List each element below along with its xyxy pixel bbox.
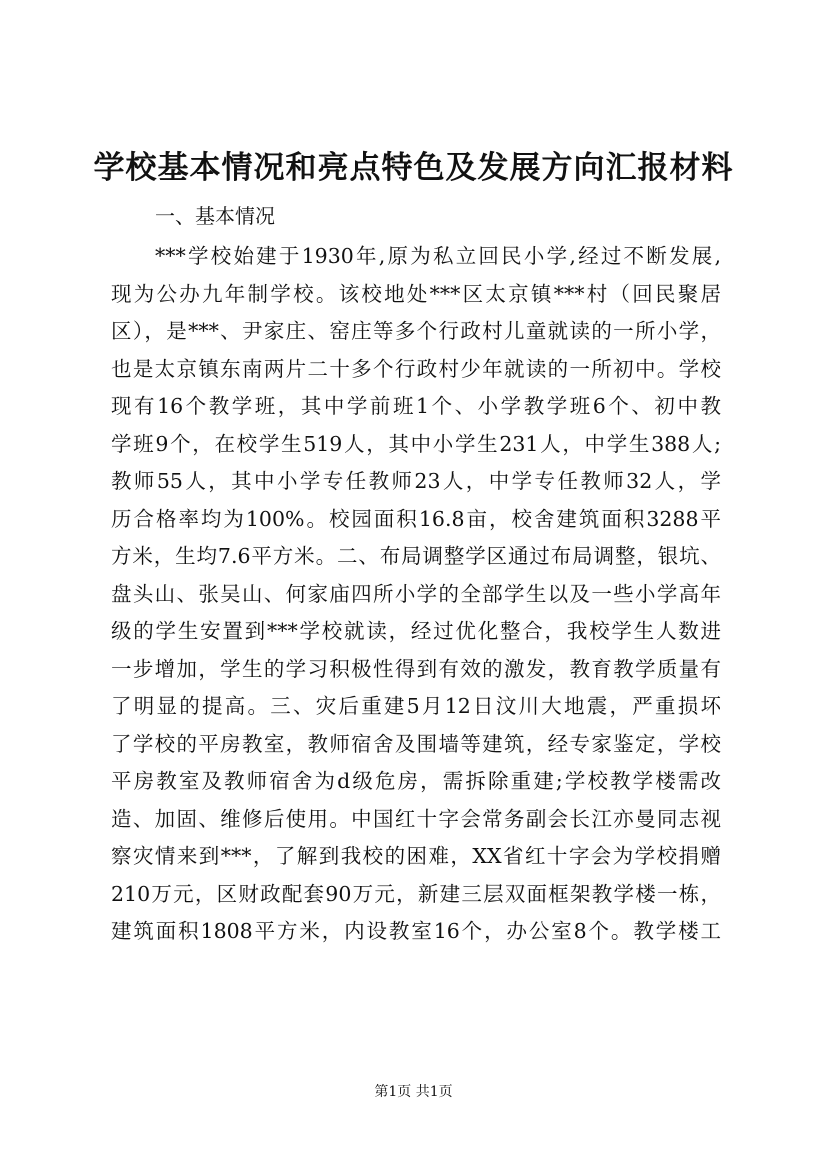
body-line: 现为公办九年制学校。该校地处***区太京镇***村（回民聚居 [111, 281, 721, 306]
body-line: 平房教室及教师宿舍为d级危房，需拆除重建;学校教学楼需改 [111, 769, 721, 793]
body-line: ***学校始建于1930年,原为私立回民小学,经过不断发展, [155, 244, 721, 268]
body-line: 区），是***、尹家庄、窑庄等多个行政村儿童就读的一所小学， [111, 319, 721, 343]
section-heading: 一、基本情况 [155, 204, 275, 228]
body-text [111, 238, 721, 951]
document-title: 学校基本情况和亮点特色及发展方向汇报材料 [93, 150, 734, 186]
body-line: 210万元，区财政配套90万元，新建三层双面框架教学楼一栋， [111, 881, 721, 906]
body-line: 历合格率均为100%。校园面积16.8亩，校舍建筑面积3288平 [111, 506, 721, 531]
body-line: 也是太京镇东南两片二十多个行政村少年就读的一所初中。学校 [111, 356, 721, 381]
body-line: 级的学生安置到***学校就读，经过优化整合，我校学生人数进 [111, 619, 721, 643]
body-line: 一步增加，学生的学习积极性得到有效的激发，教育教学质量有 [111, 656, 721, 681]
body-line: 建筑面积1808平方米，内设教室16个，办公室8个。教学楼工 [111, 919, 721, 943]
page-footer: 第1页 共1页 [374, 1084, 453, 1100]
body-line: 教师55人，其中小学专任教师23人，中学专任教师32人，学 [111, 469, 721, 493]
body-line: 盘头山、张吴山、何家庙四所小学的全部学生以及一些小学高年 [111, 581, 721, 606]
body-line: 现有16个教学班，其中学前班1个、小学教学班6个、初中教 [111, 394, 721, 418]
body-line: 了学校的平房教室，教师宿舍及围墙等建筑，经专家鉴定，学校 [111, 731, 721, 756]
body-line: 学班9个，在校学生519人，其中小学生231人，中学生388人; [111, 431, 721, 456]
body-line: 察灾情来到***，了解到我校的困难，XX省红十字会为学校捐赠 [111, 844, 721, 868]
body-line: 造、加固、维修后使用。中国红十字会常务副会长江亦曼同志视 [111, 806, 721, 831]
body-line: 方米，生均7.6平方米。二、布局调整学区通过布局调整，银坑、 [111, 544, 721, 568]
body-line: 了明显的提高。三、灾后重建5月12日汶川大地震，严重损坏 [111, 694, 721, 718]
